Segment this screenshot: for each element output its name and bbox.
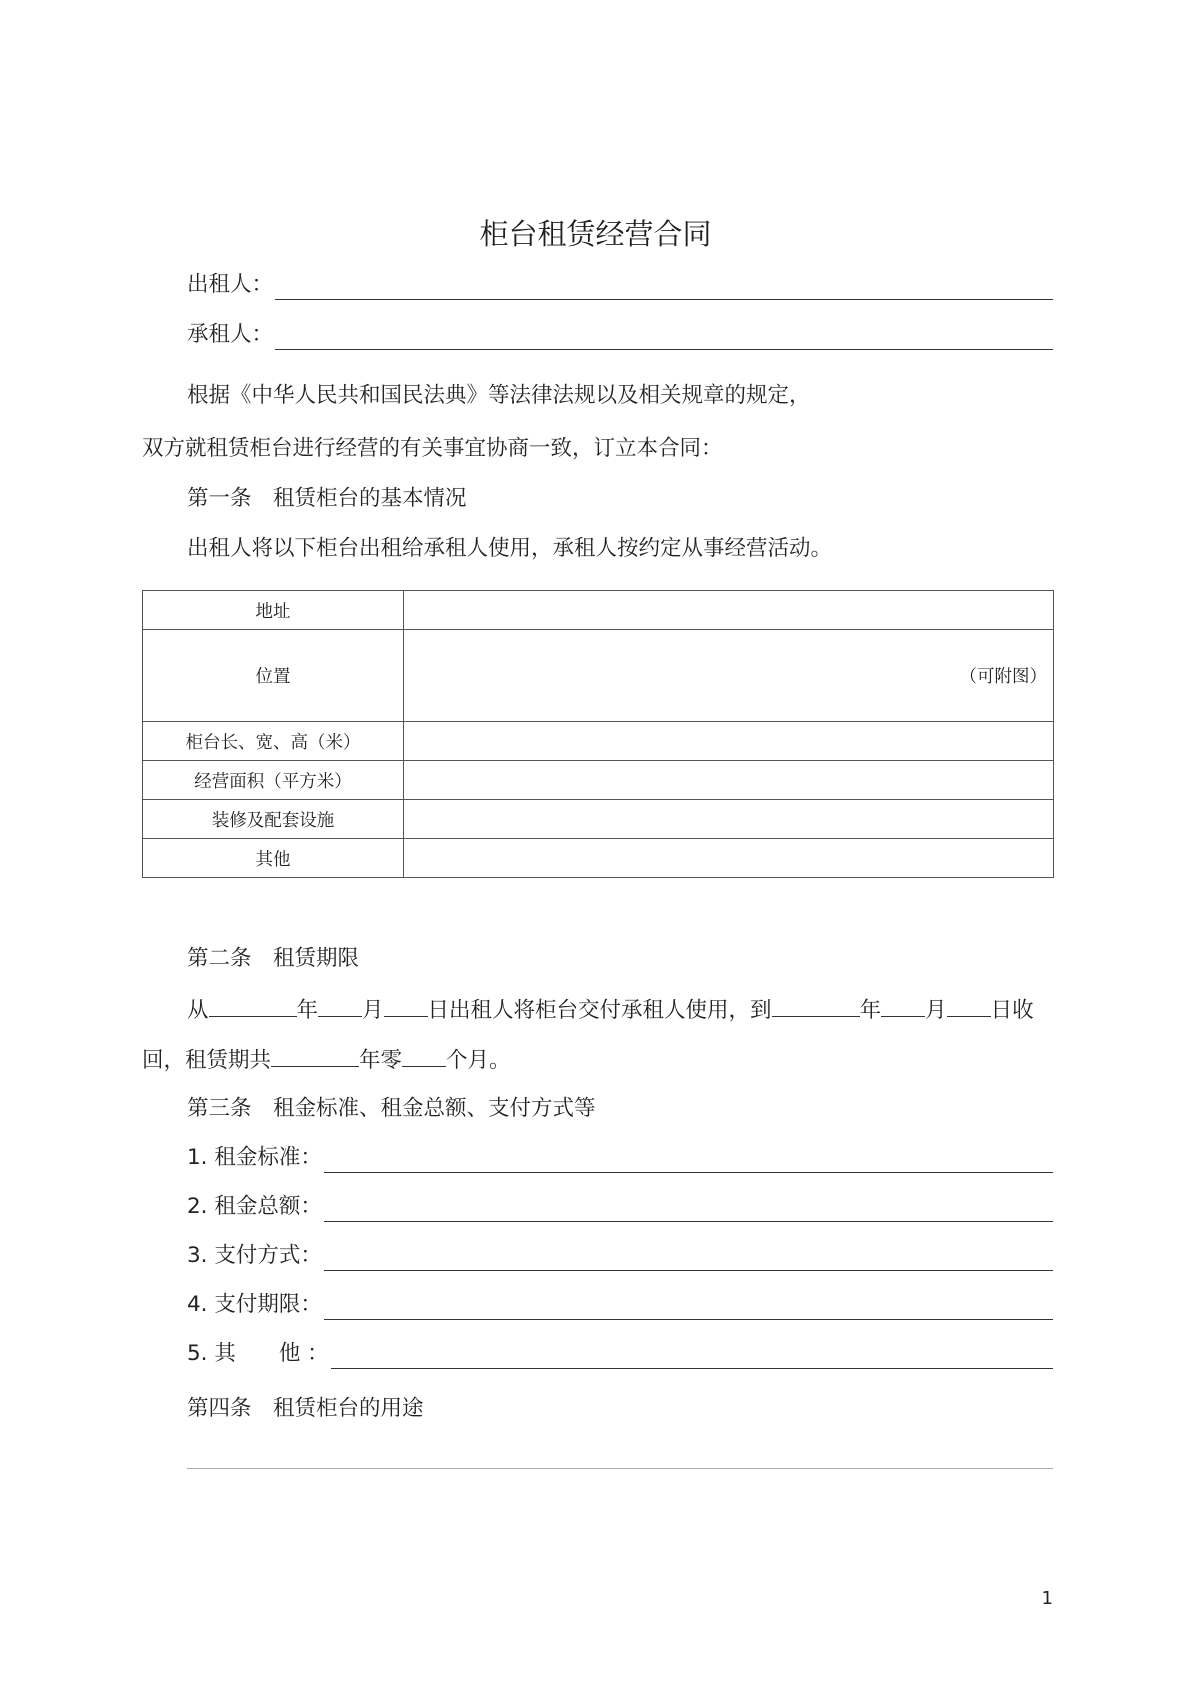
row-label-position: 位置 bbox=[143, 630, 404, 722]
article-4-divider bbox=[187, 1468, 1053, 1469]
rent-standard-field bbox=[187, 1143, 1053, 1173]
row-label-dimensions: 柜台长、宽、高（米） bbox=[143, 722, 404, 761]
other-terms-label: 5. 其 他 ： bbox=[187, 1341, 329, 1366]
rent-total-blank[interactable] bbox=[324, 1197, 1053, 1222]
row-value-position[interactable]: （可附图） bbox=[404, 630, 1054, 722]
document-title: 柜台租赁经营合同 bbox=[479, 217, 712, 251]
article-1-text: 出租人将以下柜台出租给承租人使用，承租人按约定从事经营活动。 bbox=[187, 536, 833, 561]
term-month: 月 bbox=[362, 998, 384, 1023]
lessor-blank[interactable] bbox=[275, 275, 1053, 300]
end-year-blank[interactable] bbox=[772, 994, 860, 1017]
article-4-heading: 第四条 租赁柜台的用途 bbox=[187, 1396, 424, 1421]
table-row bbox=[143, 591, 1054, 630]
row-label-other: 其他 bbox=[143, 839, 404, 878]
payment-deadline-field bbox=[187, 1290, 1053, 1320]
table-row bbox=[143, 630, 1054, 722]
row-value-facilities[interactable] bbox=[404, 800, 1054, 839]
row-label-area: 经营面积（平方米） bbox=[143, 761, 404, 800]
article-1-heading: 第一条 租赁柜台的基本情况 bbox=[187, 486, 467, 511]
counter-info-table bbox=[142, 590, 1054, 878]
lease-term-line-1 bbox=[187, 994, 1034, 1026]
term-year: 年 bbox=[296, 998, 319, 1023]
term-from: 从 bbox=[187, 998, 209, 1023]
end-month-blank[interactable] bbox=[881, 994, 925, 1017]
rent-total-label: 2. 租金总额： bbox=[187, 1194, 322, 1219]
lessee-label: 承租人： bbox=[187, 322, 274, 347]
payment-method-blank[interactable] bbox=[324, 1246, 1053, 1271]
term-return: 日收 bbox=[990, 998, 1034, 1023]
lease-term-line-2 bbox=[142, 1044, 511, 1076]
lessee-field bbox=[187, 320, 1053, 350]
table-row bbox=[143, 800, 1054, 839]
article-3-heading: 第三条 租金标准、租金总额、支付方式等 bbox=[187, 1096, 596, 1121]
term-year-2: 年 bbox=[859, 998, 882, 1023]
lessor-label: 出租人： bbox=[187, 272, 274, 297]
row-value-other[interactable] bbox=[404, 839, 1054, 878]
start-year-blank[interactable] bbox=[209, 994, 297, 1017]
payment-deadline-blank[interactable] bbox=[324, 1295, 1053, 1320]
payment-deadline-label: 4. 支付期限： bbox=[187, 1292, 322, 1317]
table-row bbox=[143, 761, 1054, 800]
preamble-line-2: 双方就租赁柜台进行经营的有关事宜协商一致，订立本合同： bbox=[142, 436, 723, 461]
lessor-field bbox=[187, 270, 1053, 300]
table-row bbox=[143, 839, 1054, 878]
row-value-area[interactable] bbox=[404, 761, 1054, 800]
row-value-dimensions[interactable] bbox=[404, 722, 1054, 761]
rent-standard-label: 1. 租金标准： bbox=[187, 1145, 322, 1170]
row-value-address[interactable] bbox=[404, 591, 1054, 630]
rent-total-field bbox=[187, 1192, 1053, 1222]
term-month-2: 月 bbox=[925, 998, 947, 1023]
start-month-blank[interactable] bbox=[318, 994, 362, 1017]
lessee-blank[interactable] bbox=[275, 325, 1053, 350]
term-deliver: 日出租人将柜台交付承租人使用，到 bbox=[427, 998, 772, 1023]
payment-method-label: 3. 支付方式： bbox=[187, 1243, 322, 1268]
rent-standard-blank[interactable] bbox=[324, 1148, 1053, 1173]
term-months: 个月。 bbox=[446, 1048, 511, 1073]
article-2-heading: 第二条 租赁期限 bbox=[187, 946, 360, 971]
preamble-line-1: 根据《中华人民共和国民法典》等法律法规以及相关规章的规定， bbox=[187, 383, 811, 408]
row-label-address: 地址 bbox=[143, 591, 404, 630]
table-row bbox=[143, 722, 1054, 761]
row-label-facilities: 装修及配套设施 bbox=[143, 800, 404, 839]
other-terms-field bbox=[187, 1339, 1053, 1369]
term-total: 回，租赁期共 bbox=[142, 1048, 272, 1073]
end-day-blank[interactable] bbox=[947, 994, 991, 1017]
term-year-zero: 年零 bbox=[359, 1048, 403, 1073]
payment-method-field bbox=[187, 1241, 1053, 1271]
total-years-blank[interactable] bbox=[271, 1044, 359, 1067]
start-day-blank[interactable] bbox=[384, 994, 428, 1017]
page-number: 1 bbox=[1041, 1588, 1053, 1609]
other-terms-blank[interactable] bbox=[331, 1344, 1053, 1369]
total-months-blank[interactable] bbox=[402, 1044, 446, 1067]
